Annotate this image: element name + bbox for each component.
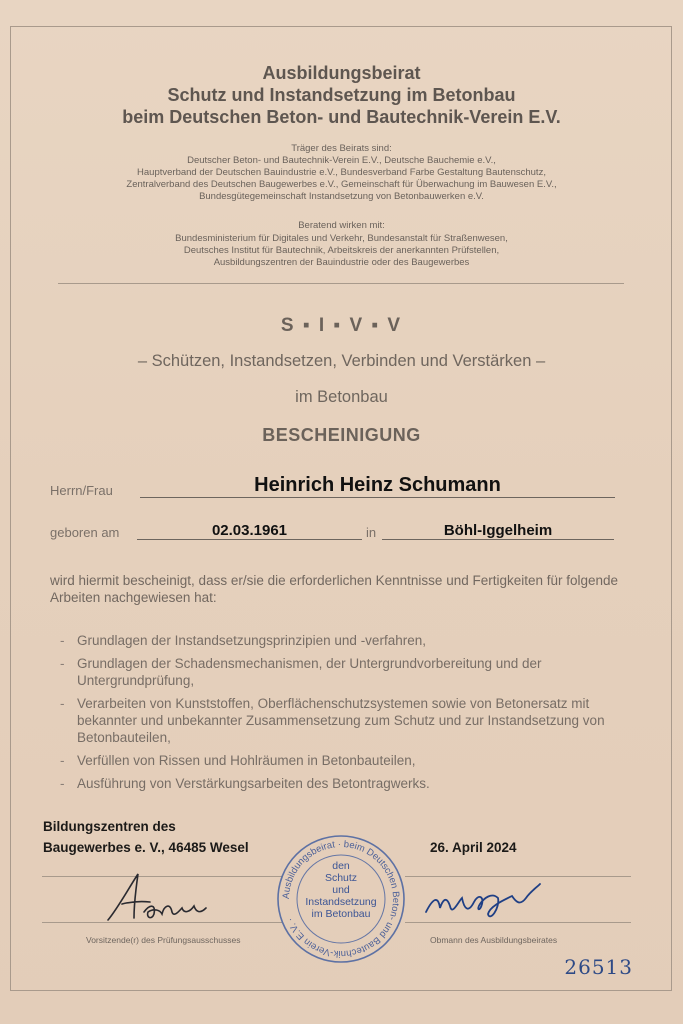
born-label: geboren am (50, 525, 120, 540)
chairman-signature (420, 872, 590, 928)
program-subtitle: – Schützen, Instandsetzen, Verbinden und Verstärken – (137, 352, 546, 370)
program-acronym: S ▪ I ▪ V ▪ V (280, 315, 403, 336)
header-divider (58, 283, 624, 284)
org-title-line1: Ausbildungsbeirat (262, 63, 421, 83)
issue-date: 26. April 2024 (430, 840, 517, 855)
list-item: - Grundlagen der Instandsetzungsprinzipien und -verfahren, (60, 633, 426, 648)
list-item: - Grundlagen der Schadensmechanismen, der Untergrundvorbereitung und der Untergrundprüfung, (60, 656, 542, 688)
program-context: im Betonbau (295, 388, 388, 406)
list-item-text: Verarbeiten von Kunststoffen, Oberflächenschutzsystemen sowie von Betonersatz mit bekannter und unbekannter Zusammensetzung zum Schutz und zur Instandsetzung von Betonbauteilen, (77, 696, 605, 745)
stamp-center-line: Instandsetzung (305, 896, 377, 908)
birth-date: 02.03.1961 (211, 522, 288, 539)
traeger-line: Zentralverband des Deutschen Baugewerbes e.V., Gemeinschaft für Überwachung im Bauwesen E.V., (126, 179, 557, 190)
beratend-line: Bundesministerium für Digitales und Verkehr, Bundesanstalt für Straßenwesen, (175, 233, 508, 244)
traeger-line: Deutscher Beton- und Bautechnik-Verein E.V., Deutsche Bauchemie e.V., (187, 155, 496, 166)
document-title: BESCHEINIGUNG (262, 425, 421, 445)
certification-statement: wird hiermit bescheinigt, dass er/sie die erforderlichen Kenntnisse und Fertigkeiten für folgende Arbeiten nachgewiesen hat: (50, 573, 619, 605)
beratend-heading: Beratend wirken mit: (298, 220, 385, 231)
competency-list (60, 632, 630, 798)
chair-caption: Vorsitzende(r) des Prüfungsausschusses (86, 935, 241, 945)
beratend-line: Ausbildungszentren der Bauindustrie oder des Baugewerbes (213, 257, 470, 268)
official-stamp (275, 833, 407, 965)
stamp-center-line: Schutz (324, 872, 358, 884)
serial-number: 26513 (564, 955, 633, 979)
name-label: Herrn/Frau (50, 483, 113, 498)
list-item-text: Grundlagen der Instandsetzungsprinzipien und -verfahren, (77, 633, 426, 648)
org-title-line3: beim Deutschen Beton- und Bautechnik-Verein E.V. (122, 107, 561, 127)
list-item-text: Ausführung von Verstärkungsarbeiten des Betontragwerks. (77, 776, 430, 791)
chair-signature (100, 868, 220, 930)
org-title-line2: Schutz und Instandsetzung im Betonbau (167, 85, 516, 105)
birth-place: Böhl-Iggelheim (443, 522, 553, 539)
traeger-line: Bundesgütegemeinschaft Instandsetzung von Betonbauwerken e.V. (199, 191, 484, 202)
chairman-caption: Obmann des Ausbildungsbeirates (430, 935, 558, 945)
traeger-line: Hauptverband der Deutschen Bauindustrie e.V., Bundesverband Farbe Gestaltung Bautenschutz, (137, 167, 546, 178)
beratend-line: Deutsches Institut für Bautechnik, Arbeitskreis der anerkannten Prüfstellen, (183, 245, 500, 256)
traeger-heading: Träger des Beirats sind: (291, 143, 392, 154)
list-item: - Ausführung von Verstärkungsarbeiten des Betontragwerks. (60, 776, 430, 791)
name-underline (140, 497, 615, 498)
birth-place-underline (382, 539, 614, 540)
list-item-text: Verfüllen von Rissen und Hohlräumen in Betonbauteilen, (77, 753, 416, 768)
list-item: - Verfüllen von Rissen und Hohlräumen in Betonbauteilen, (60, 753, 416, 768)
in-label: in (366, 525, 377, 540)
person-name: Heinrich Heinz Schumann (254, 474, 501, 496)
birth-date-underline (137, 539, 362, 540)
stamp-center-line: im Betonbau (311, 908, 371, 920)
list-item: - Verarbeiten von Kunststoffen, Oberflächenschutzsystemen sowie von Betonersatz mit bekannter und unbekannter Zusammensetzung zum Schutz und zur Instandsetzung von Betonbauteilen, (60, 696, 605, 745)
stamp-center-line: den (332, 860, 350, 872)
issuer-line1: Bildungszentren des (43, 819, 176, 834)
list-item-text: Grundlagen der Schadensmechanismen, der Untergrundvorbereitung und der Untergrundprüfung, (77, 656, 542, 688)
stamp-center-line: und (332, 884, 350, 896)
stamp-ring-text: Ausbildungsbeirat · beim Deutschen Beton- und Bautechnik-Verein E.V. · (280, 838, 402, 960)
issuer-line2: Baugewerbes e. V., 46485 Wesel (43, 840, 249, 855)
